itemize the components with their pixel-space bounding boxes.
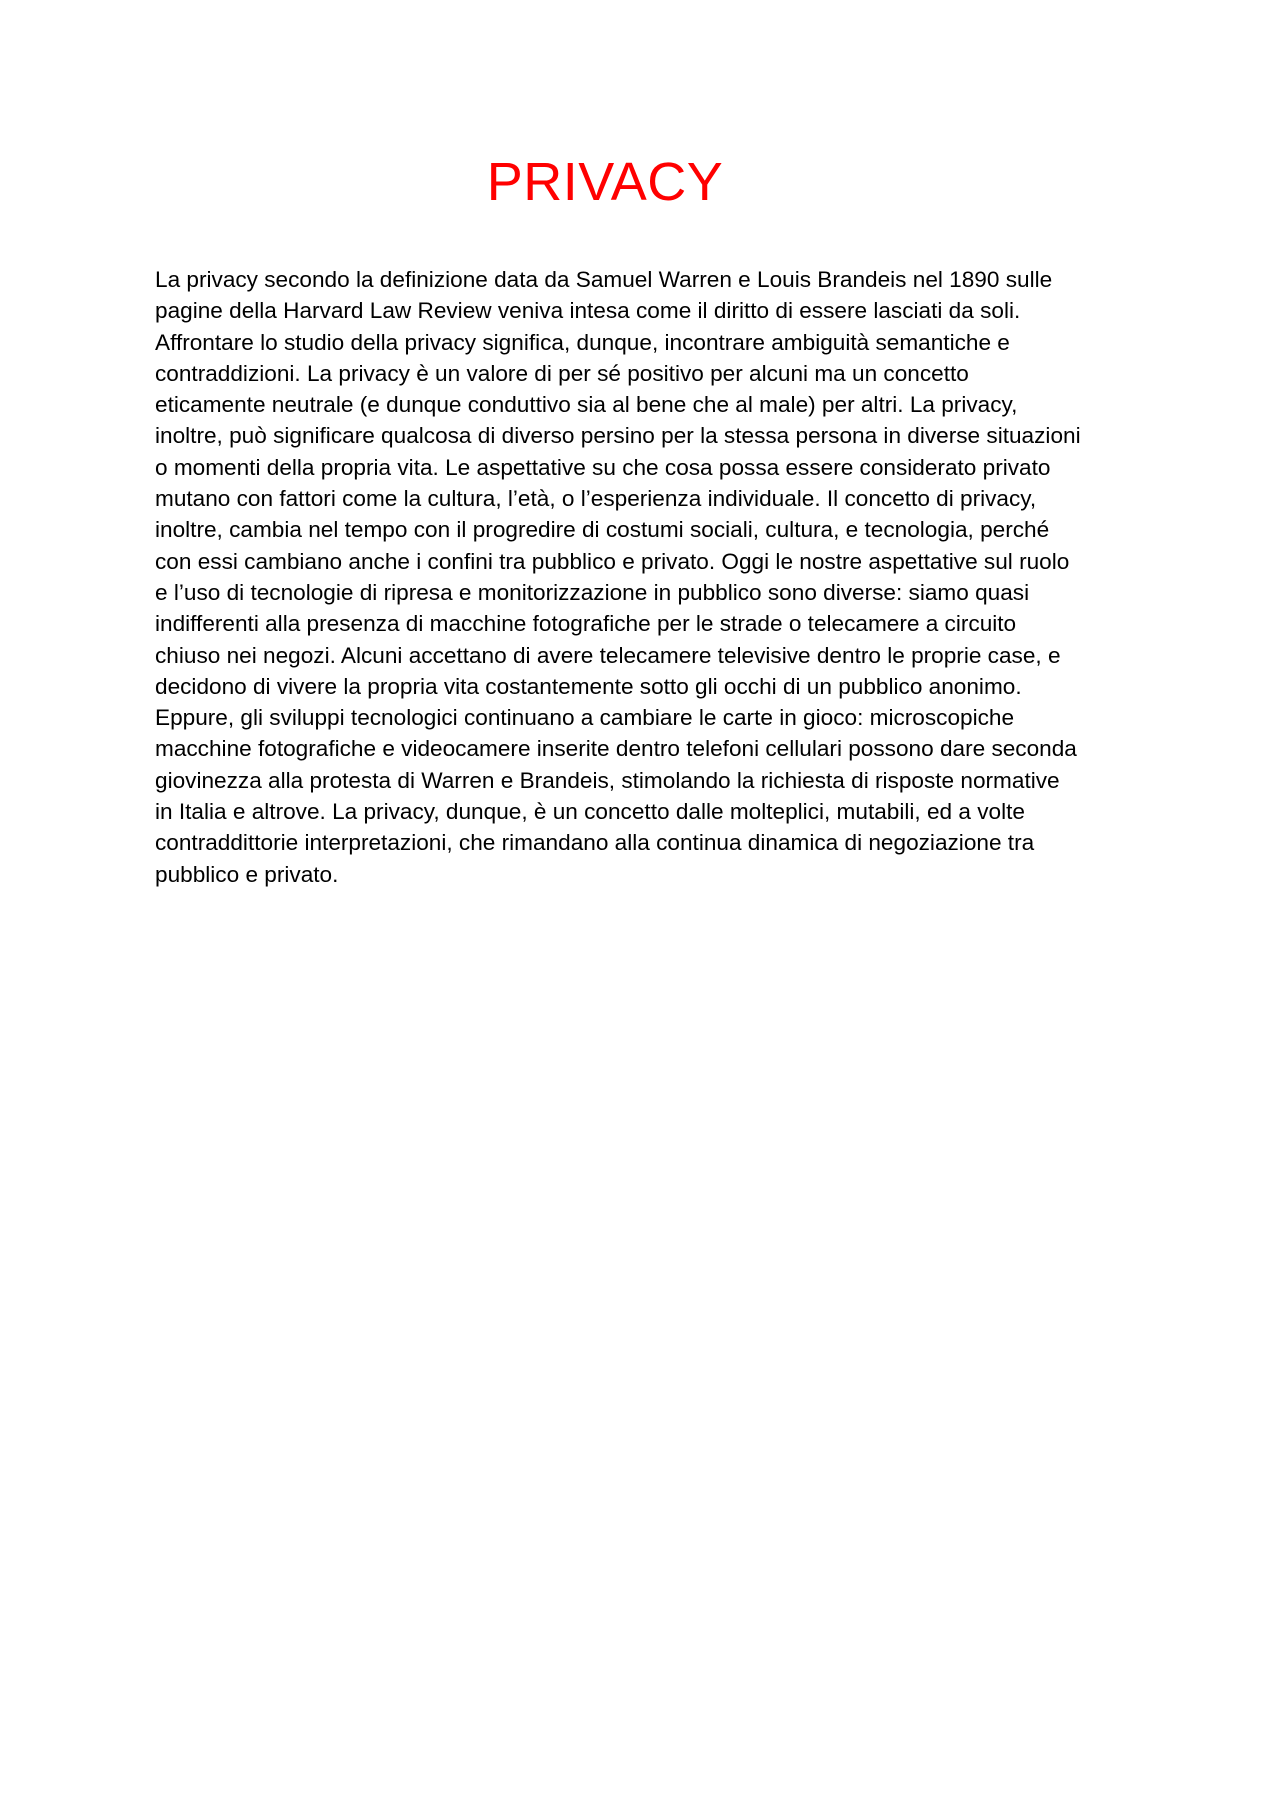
body-paragraph [155,264,1155,890]
paragraph-line: inoltre, può significare qualcosa di diverso persino per la stessa persona in diverse situazioni [155,423,1081,449]
paragraph-line: eticamente neutrale (e dunque conduttivo sia al bene che al male) per altri. La privacy, [155,392,1018,418]
paragraph-line: contraddizioni. La privacy è un valore di per sé positivo per alcuni ma un concetto [155,360,969,386]
paragraph-line: e l’uso di tecnologie di ripresa e monitorizzazione in pubblico sono diverse: siamo quasi [155,579,1030,605]
paragraph-line: o momenti della propria vita. Le aspettative su che cosa possa essere considerato privato [155,454,1051,480]
paragraph-line: inoltre, cambia nel tempo con il progredire di costumi sociali, cultura, e tecnologia, perché [155,517,1050,543]
paragraph-line: contraddittorie interpretazioni, che rimandano alla continua dinamica di negoziazione tra [155,830,1035,856]
paragraph-line: Affrontare lo studio della privacy significa, dunque, incontrare ambiguità semantiche e [155,329,1010,355]
paragraph-line: indifferenti alla presenza di macchine fotografiche per le strade o telecamere a circuito [155,611,1017,637]
paragraph-line: pubblico e privato. [155,861,339,887]
paragraph-line: macchine fotografiche e videocamere inserite dentro telefoni cellulari possono dare seconda [155,736,1077,762]
paragraph-line: decidono di vivere la propria vita costantemente sotto gli occhi di un pubblico anonimo. [155,673,1022,699]
paragraph-line: Eppure, gli sviluppi tecnologici continuano a cambiare le carte in gioco: microscopiche [155,705,1015,731]
paragraph-line: chiuso nei negozi. Alcuni accettano di avere telecamere televisive dentro le proprie case, e [155,642,1061,668]
paragraph-line: pagine della Harvard Law Review veniva intesa come il diritto di essere lasciati da soli. [155,298,1021,324]
paragraph-line: giovinezza alla protesta di Warren e Brandeis, stimolando la richiesta di risposte normative [155,767,1060,793]
paragraph-line: La privacy secondo la definizione data da Samuel Warren e Louis Brandeis nel 1890 sulle [155,267,1053,292]
document-title: PRIVACY [486,152,724,212]
paragraph-line: in Italia e altrove. La privacy, dunque, è un concetto dalle molteplici, mutabili, ed a volte [155,799,1025,825]
paragraph-line: mutano con fattori come la cultura, l’età, o l’esperienza individuale. Il concetto di privacy, [155,486,1037,512]
paragraph-line: con essi cambiano anche i confini tra pubblico e privato. Oggi le nostre aspettative sul ruolo [155,548,1070,574]
